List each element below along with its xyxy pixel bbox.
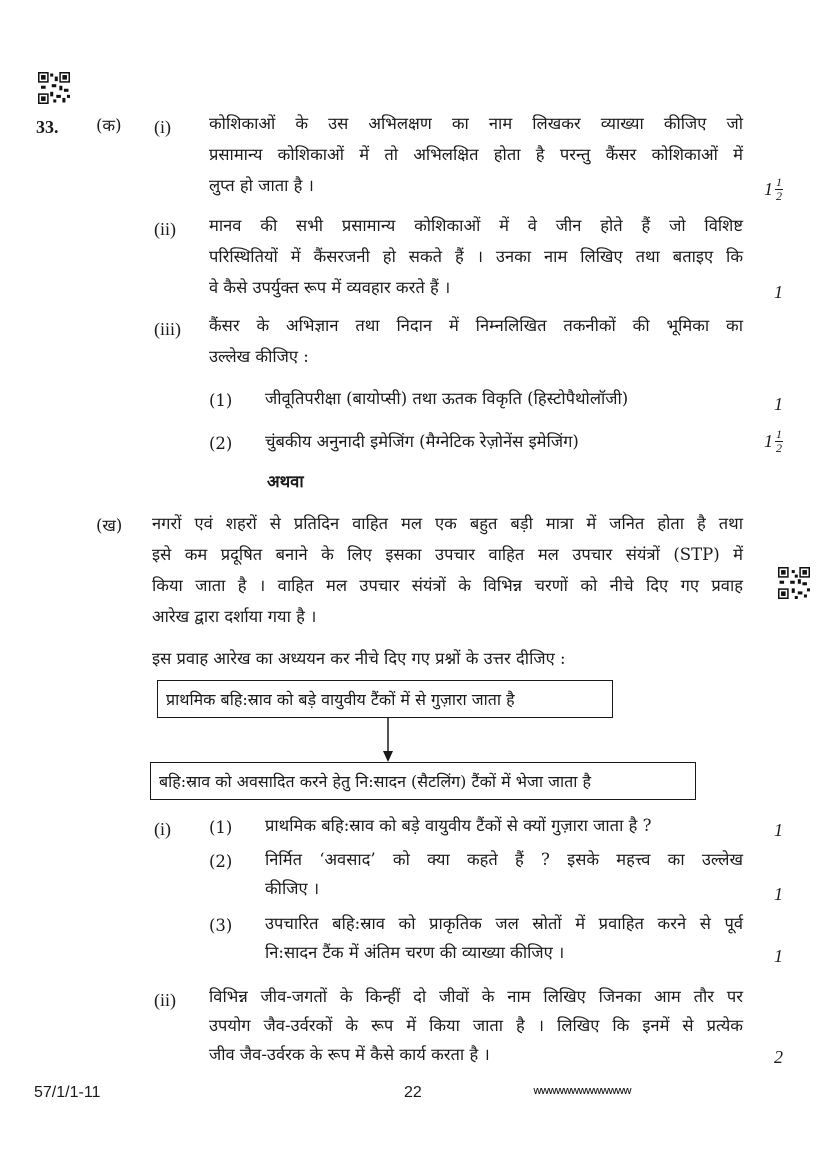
- question-text-line: नगरों एवं शहरों से प्रतिदिन वाहित मल एक बहुत बड़ी मात्रा में जनित होता है तथा: [152, 514, 743, 533]
- question-text-line: कोशिकाओं के उस अभिलक्षण का नाम लिखकर व्याख्या कीजिए जो: [209, 114, 743, 133]
- sub-item-number: (3): [209, 916, 233, 935]
- instruction-text: इस प्रवाह आरेख का अध्ययन कर नीचे दिए गए प्रश्नों के उत्तर दीजिए :: [152, 649, 566, 668]
- question-text-line: कैंसर के अभिज्ञान तथा निदान में निम्नलिखित तकनीकों की भूमिका का: [209, 316, 743, 335]
- sub-item-text: प्राथमिक बहि:स्राव को बड़े वायुवीय टैंकों से क्यों गुज़ारा जाता है ?: [265, 816, 652, 835]
- marks-label: 1: [774, 820, 783, 840]
- question-text-line: उपयोग जैव-उर्वरकों के रूप में किया जाता है । लिखिए कि इनमें से प्रत्येक: [209, 1016, 743, 1035]
- question-text-line: प्रसामान्य कोशिकाओं में तो अभिलक्षित होता है परन्तु कैंसर कोशिकाओं में: [209, 145, 743, 164]
- sub-item-text: जीवूतिपरीक्षा (बायोप्सी) तथा ऊतक विकृति (हिस्टोपैथोलॉजी): [265, 389, 629, 408]
- marks-label: 2: [774, 1047, 783, 1067]
- marks-label: 1: [774, 282, 783, 302]
- subpart-iii-number: (iii): [154, 319, 181, 339]
- sub-item-text: चुंबकीय अनुनादी इमेजिंग (मैग्नेटिक रेज़ोनेंस इमेजिंग): [265, 432, 579, 451]
- qr-code-icon: [778, 567, 810, 599]
- question-text-line: परिस्थितियों में कैंसरजनी हो सकते हैं । उनका नाम लिखिए तथा बताइए कि: [209, 247, 743, 266]
- flow-box-settling: बहि:स्राव को अवसादित करने हेतु नि:सादन (सैटलिंग) टैंकों में भेजा जाता है: [150, 762, 696, 800]
- marks-label: 1: [774, 884, 783, 904]
- flow-box-aeration: प्राथमिक बहि:स्राव को बड़े वायुवीय टैंकों में से गुज़ारा जाता है: [157, 680, 613, 718]
- question-text-line: उल्लेख कीजिए :: [209, 347, 309, 366]
- question-text-line: इसे कम प्रदूषित बनाने के लिए इसका उपचार वाहित मल उपचार संयंत्रों (STP) में: [152, 545, 743, 564]
- marks-label: 1: [774, 946, 783, 966]
- or-heading: अथवा: [267, 472, 304, 491]
- question-text-line: मानव की सभी प्रसामान्य कोशिकाओं में वे जीन होते हैं जो विशिष्ट: [209, 216, 743, 235]
- sub-item-number: (2): [209, 434, 233, 453]
- sub-item-text: कीजिए ।: [265, 879, 320, 898]
- subpart-ii-number: (ii): [154, 990, 176, 1010]
- marks-label: 1 1 2: [764, 175, 782, 203]
- question-text-line: आरेख द्वारा दर्शाया गया है ।: [152, 607, 317, 626]
- part-b-label: (ख): [96, 516, 123, 535]
- subpart-ii-number: (ii): [154, 219, 176, 239]
- sub-item-number: (1): [209, 391, 233, 410]
- page-number: 22: [404, 1084, 422, 1101]
- qr-code-icon: [38, 72, 70, 104]
- sub-item-text: नि:सादन टैंक में अंतिम चरण की व्याख्या कीजिए ।: [265, 943, 565, 962]
- question-number: 33.: [36, 117, 59, 137]
- subpart-i-number: (i): [154, 117, 171, 137]
- sub-item-text: उपचारित बहि:स्राव को प्राकृतिक जल स्रोतों में प्रवाहित करने से पूर्व: [265, 914, 743, 933]
- sub-item-number: (2): [209, 852, 233, 871]
- part-a-label: (क): [96, 116, 122, 135]
- sub-item-text: निर्मित ‘अवसाद’ को क्या कहते हैं ? इसके महत्त्व का उल्लेख: [265, 850, 743, 869]
- question-text-line: विभिन्न जीव-जगतों के किन्हीं दो जीवों के नाम लिखिए जिनका आम तौर पर: [209, 987, 743, 1006]
- subpart-i-number: (i): [154, 819, 171, 839]
- paper-code: 57/1/1-11: [34, 1084, 101, 1101]
- question-text-line: लुप्त हो जाता है ।: [209, 176, 314, 195]
- question-text-line: जीव जैव-उर्वरक के रूप में कैसे कार्य करता है ।: [209, 1045, 490, 1064]
- question-text-line: किया जाता है । वाहित मल उपचार संयंत्रों के विभिन्न चरणों को नीचे दिए गए प्रवाह: [152, 576, 743, 595]
- marks-label: 1 1 2: [764, 427, 782, 455]
- marks-label: 1: [774, 394, 783, 414]
- wavy-line-decoration: wwwwwwwwwwwww: [533, 1084, 631, 1097]
- arrow-down-icon: [380, 718, 396, 762]
- sub-item-number: (1): [209, 818, 233, 837]
- question-text-line: वे कैसे उपर्युक्त रूप में व्यवहार करते हैं ।: [209, 278, 451, 297]
